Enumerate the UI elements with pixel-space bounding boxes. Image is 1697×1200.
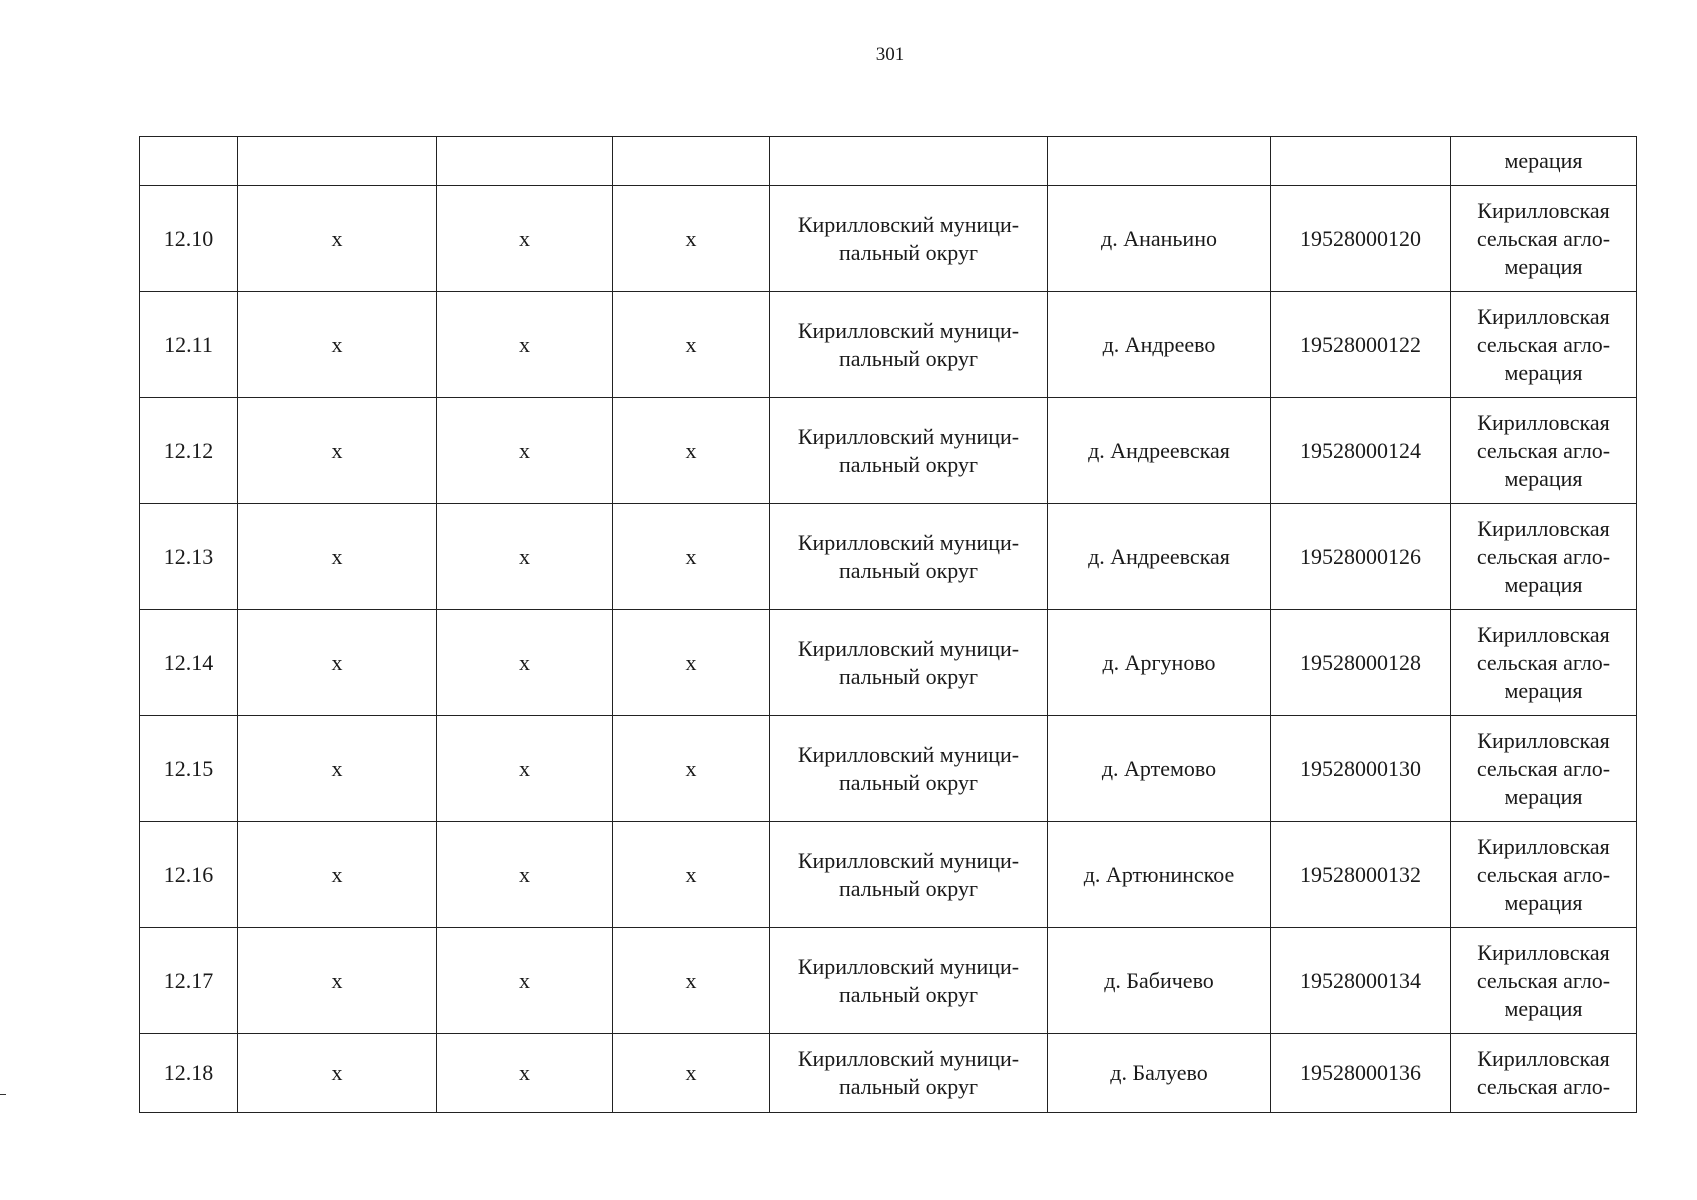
cell-empty [140,137,238,186]
table-continuation-row [140,137,1637,186]
cell-agglomeration: Кирилловская сельская агло- мерация [1451,504,1637,610]
cell-oktmo-code: 19528000136 [1271,1034,1451,1113]
cell-row-number: 12.12 [140,398,238,504]
cell-district: Кирилловский муници- пальный округ [770,822,1048,928]
cell-row-number: 12.17 [140,928,238,1034]
margin-mark [0,1094,6,1095]
cell-district: Кирилловский муници- пальный округ [770,292,1048,398]
cell-mark: x [437,504,613,610]
cell-agglomeration: Кирилловская сельская агло- [1451,1034,1637,1113]
cell-agglomeration: Кирилловская сельская агло- мерация [1451,186,1637,292]
cell-empty [238,137,437,186]
cell-mark: x [238,186,437,292]
cell-oktmo-code: 19528000128 [1271,610,1451,716]
cell-empty [770,137,1048,186]
table-row [140,398,1637,504]
cell-mark: x [238,292,437,398]
cell-agglomeration: Кирилловская сельская агло- мерация [1451,292,1637,398]
cell-settlement: д. Балуево [1048,1034,1271,1113]
cell-mark: x [238,398,437,504]
cell-row-number: 12.11 [140,292,238,398]
table-row [140,928,1637,1034]
cell-mark: x [613,716,770,822]
table-row [140,504,1637,610]
settlement-registry-table [139,136,1637,1113]
cell-mark: x [437,398,613,504]
table-body [140,137,1637,1113]
cell-empty [1271,137,1451,186]
cell-oktmo-code: 19528000124 [1271,398,1451,504]
cell-agglomeration: Кирилловская сельская агло- мерация [1451,822,1637,928]
cell-oktmo-code: 19528000132 [1271,822,1451,928]
table-row [140,1034,1637,1113]
cell-mark: x [613,1034,770,1113]
page-number: 301 [875,44,905,65]
cell-mark: x [613,186,770,292]
cell-empty [437,137,613,186]
cell-settlement: д. Артемово [1048,716,1271,822]
cell-district: Кирилловский муници- пальный округ [770,186,1048,292]
cell-district: Кирилловский муници- пальный округ [770,1034,1048,1113]
cell-mark: x [437,1034,613,1113]
cell-settlement: д. Андреевская [1048,504,1271,610]
cell-settlement: д. Андреево [1048,292,1271,398]
cell-settlement: д. Аргуново [1048,610,1271,716]
cell-empty [613,137,770,186]
cell-oktmo-code: 19528000134 [1271,928,1451,1034]
cell-mark: x [238,716,437,822]
cell-mark: x [437,716,613,822]
cell-mark: x [613,610,770,716]
cell-settlement: д. Бабичево [1048,928,1271,1034]
cell-row-number: 12.10 [140,186,238,292]
cell-mark: x [613,822,770,928]
cell-row-number: 12.18 [140,1034,238,1113]
cell-row-number: 12.16 [140,822,238,928]
cell-mark: x [437,822,613,928]
cell-mark: x [437,292,613,398]
cell-mark: x [238,504,437,610]
cell-oktmo-code: 19528000130 [1271,716,1451,822]
cell-mark: x [613,292,770,398]
table-row [140,292,1637,398]
cell-agglomeration: Кирилловская сельская агло- мерация [1451,928,1637,1034]
cell-district: Кирилловский муници- пальный округ [770,716,1048,822]
cell-agglomeration: Кирилловская сельская агло- мерация [1451,610,1637,716]
table-row [140,186,1637,292]
cell-agglomeration: Кирилловская сельская агло- мерация [1451,398,1637,504]
cell-oktmo-code: 19528000122 [1271,292,1451,398]
cell-mark: x [437,928,613,1034]
cell-district: Кирилловский муници- пальный округ [770,928,1048,1034]
cell-mark: x [437,186,613,292]
cell-mark: x [238,822,437,928]
cell-settlement: д. Ананьино [1048,186,1271,292]
cell-oktmo-code: 19528000120 [1271,186,1451,292]
cell-row-number: 12.14 [140,610,238,716]
cell-mark: x [613,398,770,504]
cell-district: Кирилловский муници- пальный округ [770,610,1048,716]
cell-mark: x [613,928,770,1034]
cell-mark: x [238,1034,437,1113]
table-row [140,610,1637,716]
table-row [140,716,1637,822]
cell-agglomeration: мерация [1451,137,1637,186]
cell-row-number: 12.13 [140,504,238,610]
cell-district: Кирилловский муници- пальный округ [770,504,1048,610]
cell-district: Кирилловский муници- пальный округ [770,398,1048,504]
cell-agglomeration: Кирилловская сельская агло- мерация [1451,716,1637,822]
cell-settlement: д. Андреевская [1048,398,1271,504]
table-row [140,822,1637,928]
cell-mark: x [613,504,770,610]
cell-mark: x [437,610,613,716]
cell-settlement: д. Артюнинское [1048,822,1271,928]
cell-mark: x [238,928,437,1034]
cell-empty [1048,137,1271,186]
cell-mark: x [238,610,437,716]
cell-oktmo-code: 19528000126 [1271,504,1451,610]
cell-row-number: 12.15 [140,716,238,822]
